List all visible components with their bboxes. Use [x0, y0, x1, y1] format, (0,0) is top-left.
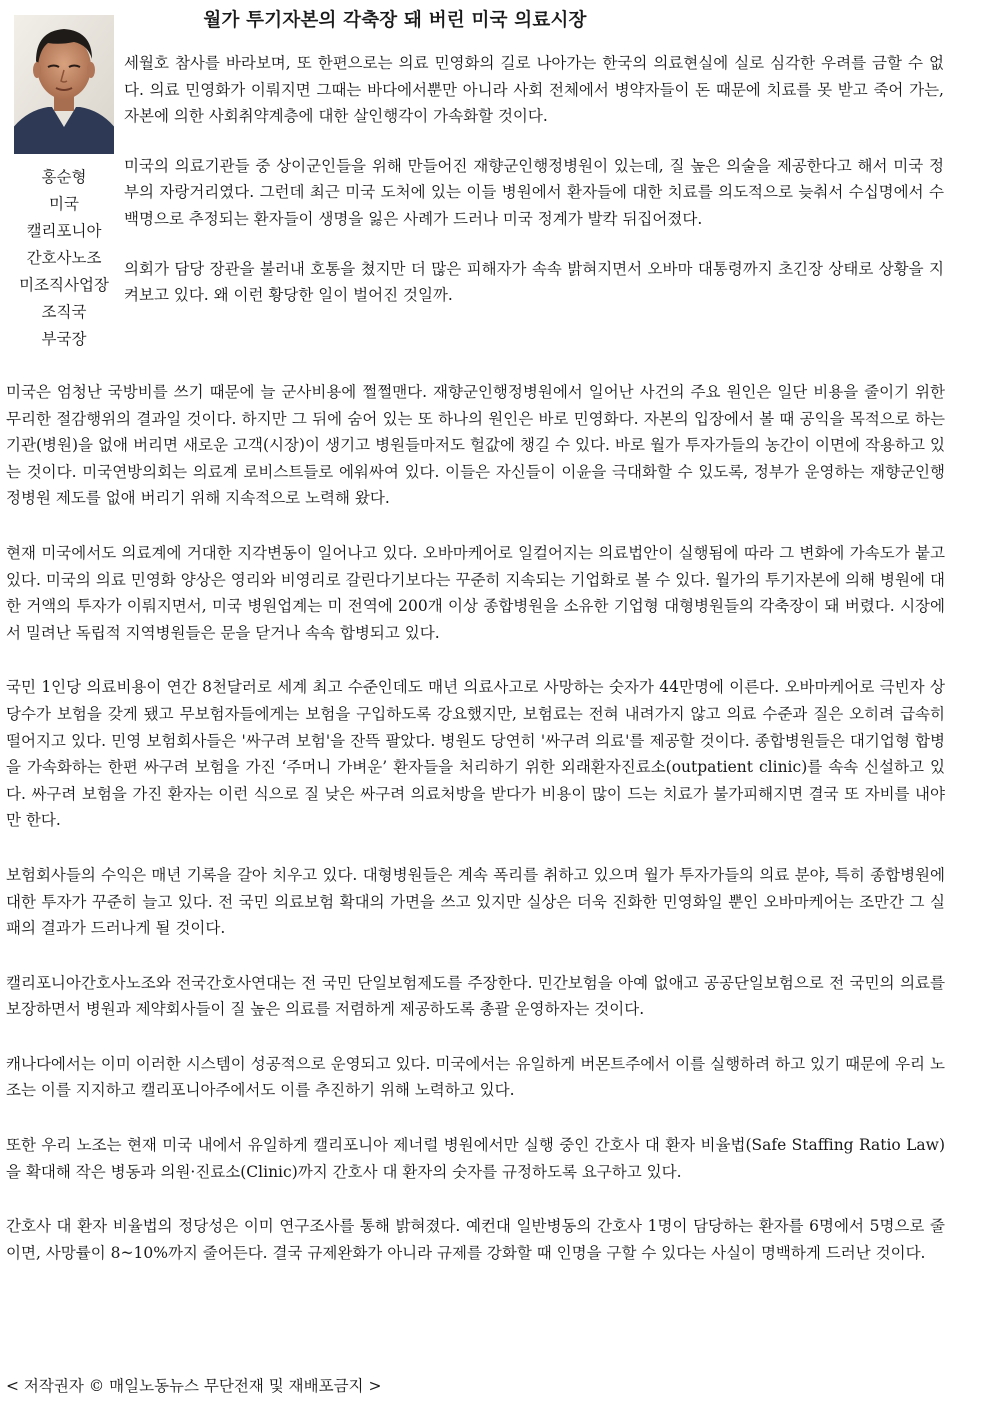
- body-paragraph: 보험회사들의 수익은 매년 기록을 갈아 치우고 있다. 대형병원들은 계속 폭리를 취하고 있으며 월가 투자가들의 의료 분야, 특히 종합병원에 대한 투자가 꾸준히 늘고 있다. 전 국민 의료보험 확대의 가면을 쓰고 있지만 실상은 더욱 진화한 민영화일 뿐인 오바마케어는 조만간 그 실패의 결과가 드러나게 될 것이다.: [6, 865, 945, 938]
- author-portrait-image: [14, 15, 114, 154]
- author-affiliation-line: 미국: [49, 195, 79, 213]
- article-body: [6, 379, 945, 1294]
- author-affiliation-line: 조직국: [41, 303, 87, 321]
- copyright-notice: < 저작권자 © 매일노동뉴스 무단전재 및 재배포금지 >: [6, 1377, 382, 1395]
- intro-paragraph: 미국의 의료기관들 중 상이군인들을 위해 만들어진 재향군인행정병원이 있는데, 질 높은 의술을 제공한다고 해서 미국 정부의 자랑거리였다. 그런데 최근 미국 도처에 있는 이들 병원에서 환자들에 대한 치료를 의도적으로 늦춰서 수십명에서 수백명으로 추정되는 환자들이 생명을 잃은 사례가 드러나 미국 정계가 발칵 뒤집어졌다.: [124, 156, 944, 228]
- author-photo: [14, 15, 114, 154]
- author-name: 홍순형: [41, 168, 87, 186]
- body-paragraph: 미국은 엄청난 국방비를 쓰기 때문에 늘 군사비용에 쩔쩔맨다. 재향군인행정병원에서 일어난 사건의 주요 원인은 일단 비용을 줄이기 위한 무리한 절감행위의 결과일 것이다. 하지만 그 뒤에 숨어 있는 또 하나의 원인은 바로 민영화다. 자본의 입장에서 볼 때 공익을 목적으로 하는 기관(병원)을 없애 버리면 새로운 고객(시장)이 생기고 병원들마저도 헐값에 챙길 수 있다. 바로 월가 투자가들의 농간이 이면에 작용하고 있는 것이다. 미국연방의회는 의료계 로비스트들로 에워싸여 있다. 이들은 자신들이 이윤을 극대화할 수 있도록, 정부가 운영하는 재향군인행정병원 제도를 없애 버리기 위해 지속적으로 노력해 왔다.: [6, 383, 945, 508]
- body-paragraph: 국민 1인당 의료비용이 연간 8천달러로 세계 최고 수준인데도 매년 의료사고로 사망하는 숫자가 44만명에 이른다. 오바마케어로 극빈자 상당수가 보험을 갖게 됐고 무보험자들에게는 보험을 구입하도록 강요했지만, 보험료는 전혀 내려가지 않고 의료 수준과 질은 오히려 급속히 떨어지고 있다. 민영 보험회사들은 '싸구려 보험'을 잔뜩 팔았다. 병원도 당연히 '싸구려 의료'를 제공할 것이다. 종합병원들은 대기업형 합병을 가속화하는 한편 싸구려 보험을 가진 ‘주머니 가벼운’ 환자들을 처리하기 위한 외래환자진료소(outpatient clinic)를 속속 신설하고 있다. 싸구려 보험을 가진 환자는 이런 식으로 질 낮은 싸구려 의료처방을 받다가 비용이 많이 드는 치료가 불가피해지면 결국 또 자비를 내야만 한다.: [6, 678, 945, 830]
- author-affiliation-line: 부국장: [41, 330, 87, 348]
- intro-paragraph: 의회가 담당 장관을 불러내 호통을 쳤지만 더 많은 피해자가 속속 밝혀지면서 오바마 대통령까지 초긴장 상태로 상황을 지켜보고 있다. 왜 이런 황당한 일이 벌어진 것일까.: [124, 259, 944, 305]
- intro-paragraph: 세월호 참사를 바라보며, 또 한편으로는 의료 민영화의 길로 나아가는 한국의 의료현실에 실로 심각한 우려를 금할 수 없다. 의료 민영화가 이뤄지면 그때는 바다에서뿐만 아니라 사회 전체에서 병약자들이 돈 때문에 치료를 못 받고 죽어 가는, 자본에 의한 사회취약계층에 대한 살인행각이 가속화할 것이다.: [124, 54, 944, 126]
- body-paragraph: 현재 미국에서도 의료계에 거대한 지각변동이 일어나고 있다. 오바마케어로 일컬어지는 의료법안이 실행됨에 따라 그 변화에 가속도가 붙고 있다. 미국의 의료 민영화 양상은 영리와 비영리로 갈린다기보다는 꾸준히 지속되는 기업화로 볼 수 있다. 월가의 투기자본에 의해 병원에 대한 거액의 투자가 이뤄지면서, 미국 병원업계는 미 전역에 200개 이상 종합병원을 소유한 기업형 대형병원들의 각축장이 돼 버렸다. 시장에서 밀려난 독립적 지역병원들은 문을 닫거나 속속 합병되고 있다.: [6, 543, 945, 642]
- body-paragraph: 또한 우리 노조는 현재 미국 내에서 유일하게 캘리포니아 제너럴 병원에서만 실행 중인 간호사 대 환자 비율법(Safe Staffing Ratio Law)을 확대해 작은 병동과 의원·진료소(Clinic)까지 간호사 대 환자의 숫자를 규정하도록 요구하고 있다.: [6, 1136, 945, 1181]
- body-paragraph: 간호사 대 환자 비율법의 정당성은 이미 연구조사를 통해 밝혀졌다. 예컨대 일반병동의 간호사 1명이 담당하는 환자를 6명에서 5명으로 줄이면, 사망률이 8~10%까지 줄어든다. 결국 규제완화가 아니라 규제를 강화할 때 인명을 구할 수 있다는 사실이 명백하게 드러난 것이다.: [6, 1217, 945, 1262]
- body-paragraph: 캘리포니아간호사노조와 전국간호사연대는 전 국민 단일보험제도를 주장한다. 민간보험을 아예 없애고 공공단일보험으로 전 국민의 의료를 보장하면서 병원과 제약회사들이 질 높은 의료를 저렴하게 제공하도록 총괄 운영하자는 것이다.: [6, 973, 945, 1019]
- author-byline: [8, 164, 120, 353]
- author-affiliation-line: 간호사노조: [26, 249, 102, 267]
- intro-section: [124, 50, 944, 332]
- author-affiliation-line: 캘리포니아: [26, 222, 102, 240]
- author-affiliation-line: 미조직사업장: [19, 276, 109, 294]
- body-paragraph: 캐나다에서는 이미 이러한 시스템이 성공적으로 운영되고 있다. 미국에서는 유일하게 버몬트주에서 이를 실행하려 하고 있기 때문에 우리 노조는 이를 지지하고 캘리포니아주에서도 이를 추진하기 위해 노력하고 있다.: [6, 1054, 945, 1100]
- article-title: 월가 투기자본의 각축장 돼 버린 미국 의료시장: [203, 10, 587, 31]
